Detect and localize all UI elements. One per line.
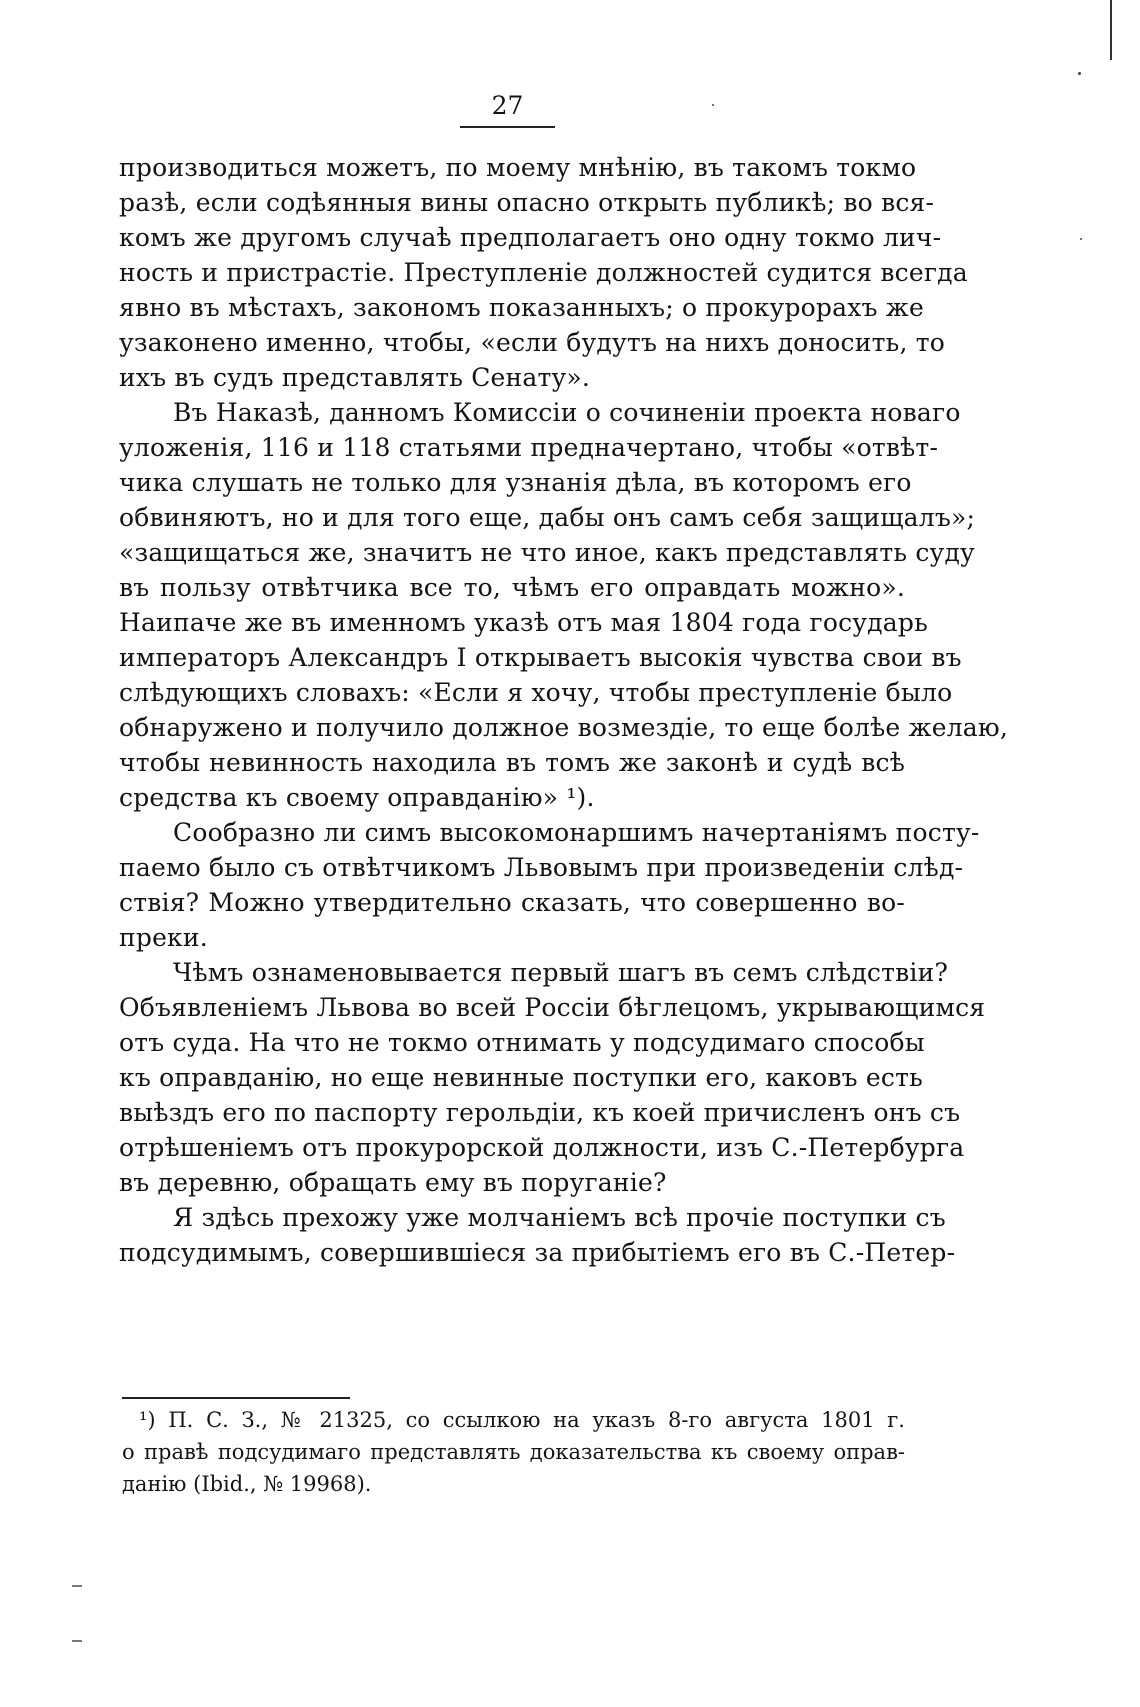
text-line: паемо было съ отвѣтчикомъ Львовымъ при произведеніи слѣд- xyxy=(119,853,964,882)
text-line: обнаружено и получило должное возмездіе, то еще болѣе желаю, xyxy=(119,713,1009,742)
text-line: чика слушать не только для узнанія дѣла, въ которомъ его xyxy=(119,468,912,497)
page-edge-mark xyxy=(1110,0,1112,60)
footnote-divider xyxy=(122,1397,350,1399)
text-line: выѣздъ его по паспорту герольдіи, къ коей причисленъ онъ съ xyxy=(119,1098,961,1127)
text-line: чтобы невинность находила въ томъ же законѣ и судѣ всѣ xyxy=(119,748,905,777)
text-line: ность и пристрастіе. Преступленіе должностей судится всегда xyxy=(119,258,968,287)
text-line: Объявленіемъ Львова во всей Россіи бѣглецомъ, укрывающимся xyxy=(119,993,986,1022)
text-line: узаконено именно, чтобы, «если будутъ на нихъ доносить, то xyxy=(119,328,946,357)
text-line: слѣдующихъ словахъ: «Если я хочу, чтобы преступленіе было xyxy=(119,678,953,707)
text-line: къ оправданію, но еще невинные поступки его, каковъ есть xyxy=(119,1063,923,1092)
text-line: отрѣшеніемъ отъ прокурорской должности, изъ С.-Петербурга xyxy=(119,1133,965,1162)
scan-speck xyxy=(712,104,714,106)
text-line: явно въ мѣстахъ, закономъ показанныхъ; о прокурорахъ же xyxy=(119,293,924,322)
footnote xyxy=(122,1404,905,1500)
text-line: подсудимымъ, совершившіеся за прибытіемъ его въ С.-Петер- xyxy=(119,1238,956,1267)
scan-speck xyxy=(1078,72,1081,75)
text-line: въ деревню, обращать ему въ поруганіе? xyxy=(119,1168,667,1197)
text-line: Въ Наказѣ, данномъ Комиссіи о сочиненіи проекта новаго xyxy=(173,398,961,427)
text-line: преки. xyxy=(119,923,208,952)
margin-mark xyxy=(72,1640,82,1642)
text-line: ихъ въ судъ представлять Сенату». xyxy=(119,363,591,392)
text-line: разѣ, если содѣянныя вины опасно открыть публикѣ; во вся- xyxy=(119,188,935,217)
text-line: обвиняютъ, но и для того еще, дабы онъ самъ себя защищалъ»; xyxy=(119,503,976,532)
margin-mark xyxy=(72,1585,82,1587)
text-line: отъ суда. На что не токмо отнимать у подсудимаго способы xyxy=(119,1028,925,1057)
scan-speck xyxy=(1080,238,1082,240)
text-line: производиться можетъ, по моему мнѣнію, въ такомъ токмо xyxy=(119,153,917,182)
footnote-line: данію (Ibid., № 19968). xyxy=(122,1472,372,1496)
text-line: средства къ своему оправданію» ¹). xyxy=(119,783,595,812)
text-line: Сообразно ли симъ высокомонаршимъ начертаніямъ посту- xyxy=(173,818,980,847)
text-line: уложенія, 116 и 118 статьями предначертано, чтобы «отвѣт- xyxy=(119,433,939,462)
text-line: комъ же другомъ случаѣ предполагаетъ оно одну токмо лич- xyxy=(119,223,942,252)
text-line: ствія? Можно утвердительно сказать, что совершенно во- xyxy=(119,888,905,917)
body-text xyxy=(119,150,1009,1270)
footnote-line: ¹) П. С. З., № 21325, со ссылкою на указъ 8-го августа 1801 г. xyxy=(139,1408,905,1432)
text-line: въ пользу отвѣтчика все то, чѣмъ его оправдать можно». xyxy=(119,573,905,602)
footnote-line: о правѣ подсудимаго представлять доказательства къ своему оправ- xyxy=(122,1440,905,1464)
text-line: Наипаче же въ именномъ указѣ отъ мая 1804 года государь xyxy=(119,608,928,637)
text-line: императоръ Александръ I открываетъ высокія чувства свои въ xyxy=(119,643,962,672)
text-line: Я здѣсь прехожу уже молчаніемъ всѣ прочіе поступки съ xyxy=(173,1203,946,1232)
text-line: Чѣмъ ознаменовывается первый шагъ въ семъ слѣдствіи? xyxy=(173,958,949,987)
page-number: 27 xyxy=(460,90,555,128)
text-line: «защищаться же, значитъ не что иное, какъ представлять суду xyxy=(119,538,975,567)
